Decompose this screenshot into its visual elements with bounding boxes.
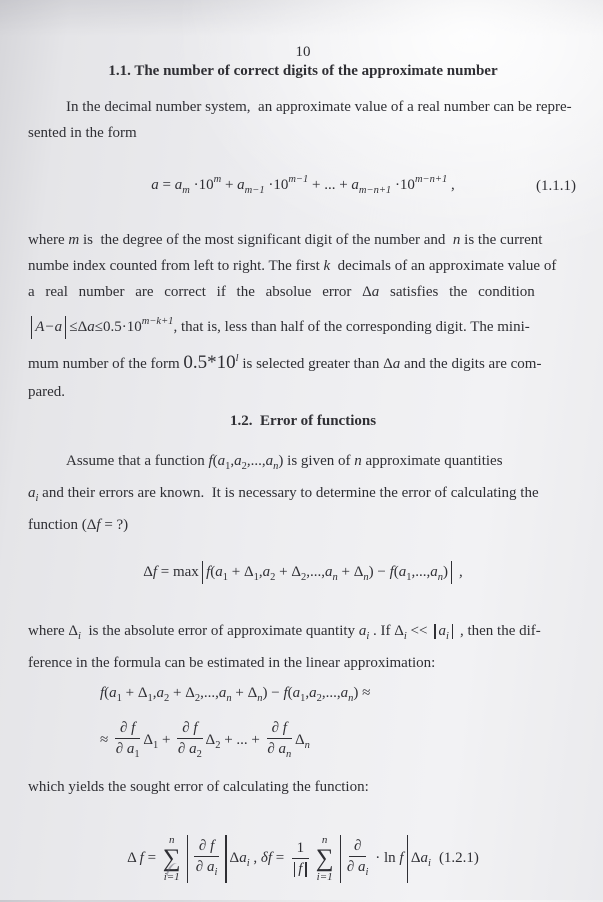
- paragraph-line: In the decimal number system, an approximate value of a real number can be repre-: [66, 99, 572, 115]
- equation-number-1-2-1: (1.2.1): [438, 850, 479, 866]
- equation-1-2-1: [28, 820, 578, 902]
- paragraph-line: $A-a \le\Delta a\le 0.5\cdot 10^{m-k+1}$, that is, less than half of the corresponding digit. The mini-: [28, 305, 578, 344]
- equation-1-1-1-body: $a = a_m \cdot 10^m + a_{m-1} \cdot 10^{m-1}$ + ... + $a_{m-n+1} \cdot 10^{m-n+1}$ ,: [151, 174, 455, 196]
- equation-delta-f-max: [28, 554, 578, 596]
- page-number: 10: [295, 44, 311, 60]
- equation-linear-approx-line-1: [28, 678, 578, 714]
- paragraph-line: Assume that a function $f(a_1,a_2,...,a_n)$ is given of n approximate quantities: [66, 453, 503, 472]
- paragraph-line: function (Δf = ?): [28, 517, 129, 533]
- paragraph-line: $a_i$ and their errors are known. It is necessary to determine the error of calculating the: [28, 485, 539, 504]
- paragraph-condition: [28, 227, 578, 405]
- paragraph-line: ference in the formula can be estimated in the linear approximation:: [28, 655, 436, 671]
- paragraph-line: pared.: [28, 384, 66, 400]
- equation-1-2-1-body: Δ f = n ∑ i=1 $\frac{\partial f}{\partial a_i}$ $\Delta a_i$ , δf = $\frac{1}{f}$ n ∑ i=1 ∂ ∂ $a_i$ · ln f $\Delta a_i$: [127, 833, 431, 884]
- equation-delta-f-max-body: $\Delta f = \max f(a_1 + \Delta_1,a_2 + \Delta_2,...,a_n + \Delta_n) - f(a_1,...,a_n)$ ,: [143, 564, 463, 580]
- paragraph-line: numbe index counted from left to right. The first k decimals of an approximate value of: [28, 258, 557, 274]
- section-heading-1-1: 1.1. The number of correct digits of the approximate number: [108, 63, 498, 79]
- equation-linear-approx-line-1-body: $f(a_1 + \Delta_1,a_2 + \Delta_2,...,a_n + \Delta_n) - f(a_1,a_2,...,a_n)$ ≈: [100, 685, 371, 704]
- paragraph-line: which yields the sought error of calculating the function:: [28, 779, 369, 795]
- paragraph-line: where $\Delta_i$ is the absolute error of approximate quantity $a_i$ . If $\Delta_i << a_i$ , then the dif-: [28, 623, 541, 642]
- paragraph-assume: [28, 448, 578, 538]
- equation-number-1-1-1: (1.1.1): [536, 177, 576, 194]
- paragraph-where-delta: [28, 618, 578, 676]
- equation-linear-approx-line-2-body: ≈ $\frac{\partial f}{\partial a_1}$ $\Delta_1$ + $\frac{\partial f}{\partial a_2}$ $\Delta_2$ + ... + $\frac{\partial f}{\partial a_n}$ $\Delta_n$: [100, 720, 310, 761]
- section-heading-1-2: 1.2. Error of functions: [229, 413, 377, 429]
- paragraph-line: a real number are correct if the absolue error Δa satisfies the condition: [28, 284, 535, 300]
- paragraph-intro: [28, 94, 578, 146]
- page-content: [28, 0, 578, 902]
- equation-linear-approx-line-2: [28, 714, 578, 772]
- paragraph-line: where m is the degree of the most significant digit of the number and n is the current: [28, 232, 543, 248]
- paragraph-line: sented in the form: [28, 125, 137, 141]
- equation-1-1-1: [28, 160, 578, 211]
- paragraph-line: mum number of the form 0.5*10$^l$ is selected greater than Δa and the digits are com-: [28, 352, 542, 373]
- paragraph-yields: [28, 774, 578, 800]
